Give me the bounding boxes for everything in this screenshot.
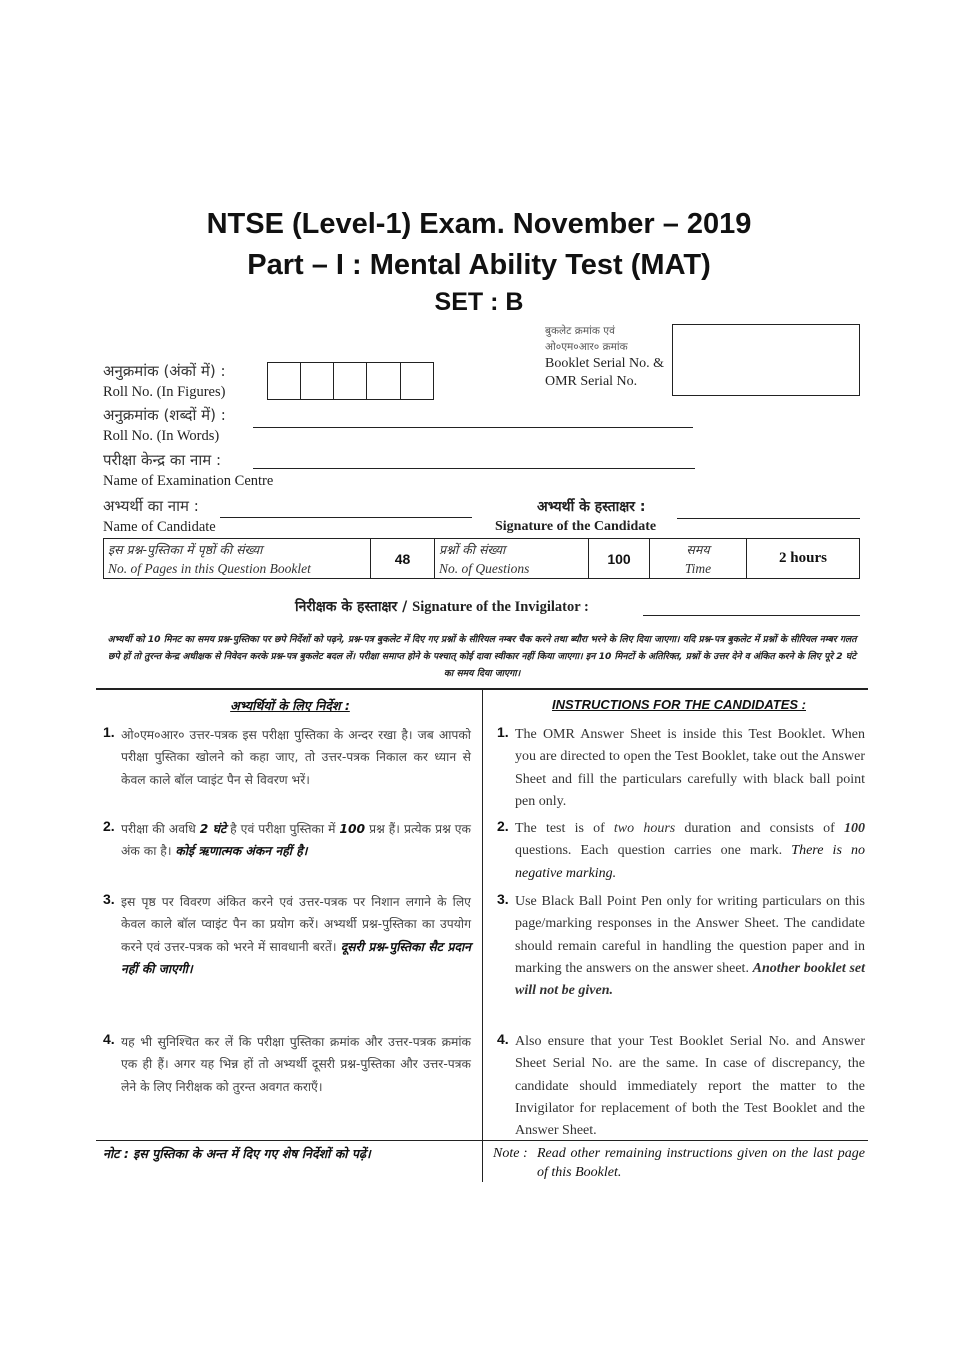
instruction-number: 1. [497,724,509,740]
note-hi: नोट : इस पुस्तिका के अन्त में दिए गए शेष निर्देशों को पढ़ें। [103,1146,371,1161]
roll-figures-boxes[interactable] [267,362,434,400]
invigilator-label-en: Signature of the Invigilator : [412,599,589,615]
instructions-heading-hi: अभ्यर्थियों के लिए निर्देश : [230,698,350,713]
instruction-text: परीक्षा की अवधि 2 घंटे है एवं परीक्षा पुस्तिका में 100 प्रश्न हैं। प्रत्येक प्रश्न एक अंक का है। कोई ऋणात्मक अंकन नहीं है। [121,822,471,859]
instruction-number: 4. [497,1031,509,1047]
set-label: SET : B [434,288,524,316]
exam-title: NTSE (Level-1) Exam. November – 2019 [206,208,752,240]
roll-figures-label-hi: अनुक्रमांक (अंकों में) : [103,362,226,380]
column-divider [482,690,483,1182]
pages-label-en: No. of Pages in this Question Booklet [108,560,311,576]
invigilator-label [295,597,589,616]
notes-divider [96,1140,868,1141]
note-en-label: Note : [493,1146,528,1161]
instruction-text: The test is of two hours duration and consists of 100 questions. Each question carries one mark. There is no negative marking. [515,821,866,881]
note-en [493,1144,865,1182]
roll-words-label-en: Roll No. (In Words) [103,428,220,444]
instruction-number: 2. [497,818,509,834]
instruction-text: Also ensure that your Test Booklet Serial No. and Answer Sheet Serial No. are the same. In case of discrepancy, the candidate should immediately report the matter to the Invigilator for replacement of both the Test Booklet and the Answer Sheet. [515,1034,865,1139]
signature-label-hi: अभ्यर्थी के हस्ताक्षर : [537,499,646,515]
instruction-en-3 [497,891,865,1002]
instruction-number: 4. [103,1031,115,1047]
instruction-hi-3 [103,891,471,980]
questions-label-en: No. of Questions [439,560,530,576]
time-value: 2 hours [747,539,860,579]
instruction-number: 1. [103,724,115,740]
instruction-hi-1 [103,724,471,791]
time-label-hi: समय [686,541,710,557]
instruction-hi-4 [103,1031,471,1098]
booklet-serial-en-1: Booklet Serial No. & [545,356,664,371]
roll-words-field[interactable] [253,427,693,428]
booklet-serial-box[interactable] [672,324,860,396]
questions-value: 100 [589,539,650,579]
instruction-text: ओ०एम०आर० उत्तर-पत्रक इस परीक्षा पुस्तिका के अन्दर रखा है। जब आपको परीक्षा पुस्तिका खोलने को कहा जाए, तो उत्तर-पत्रक निकाल कर ध्यान से केवल काले बॉल प्वाइंट पैन से विवरण भरें। [121,728,471,787]
note-en-text: Read other remaining instructions given on the last page of this Booklet. [537,1146,865,1180]
instruction-en-2 [497,818,865,885]
instruction-number: 3. [497,891,509,907]
candidate-name-field[interactable] [220,517,472,518]
time-label-en: Time [684,560,712,576]
instruction-en-4 [497,1031,865,1142]
signature-label-en: Signature of the Candidate [495,519,657,534]
instruction-text: इस पृष्ठ पर विवरण अंकित करने एवं उत्तर-पत्रक पर निशान लगाने के लिए केवल काले बॉल प्वाइंट पैन का प्रयोग करें। अभ्यर्थी प्रश्न-पुस्तिका का उपयोग करने एवं उत्तर-पत्रक को भरने में सावधानी बरतें। दूसरी प्रश्न-पुस्तिका सैट प्रदान नहीं की जाएगी। [121,895,471,976]
instruction-number: 2. [103,818,115,834]
centre-field[interactable] [253,468,695,469]
booklet-serial-en-2: OMR Serial No. [545,374,638,389]
roll-figures-label-en: Roll No. (In Figures) [103,384,226,400]
invigilator-signature-field[interactable] [643,615,860,616]
instruction-number: 3. [103,891,115,907]
instruction-hi-2 [103,818,471,863]
candidate-signature-field[interactable] [677,518,860,519]
instructions-heading-en: INSTRUCTIONS FOR THE CANDIDATES : [552,697,806,712]
roll-words-label-hi: अनुक्रमांक (शब्दों में) : [103,406,226,424]
booklet-info-table [103,538,860,579]
centre-label-hi: परीक्षा केन्द्र का नाम : [103,451,222,469]
time-notice: अभ्यर्थी को 10 मिनट का समय प्रश्न-पुस्तिका पर छपे निर्देशों को पढ़ने, प्रश्न-पत्र बुकलेट में दिए गए प्रश्नों के सीरियल नम्बर चैक करने तथा ब्यौरा भरने के लिए दिया जाएगा। यदि प्रश्न-पत्र बुकलेट में प्रश्नों के सीरियल नम्बर गलत छपे हों तो तुरन्त केन्द्र अधीक्षक से निवेदन करके प्रश्न-पत्र बुकलेट बदल लें। परीक्षा समाप्त होने के पश्चात् कोई दावा स्वीकार नहीं किया जाएगा। इन 10 मिनटों के अतिरिक्त, प्रश्नों के उत्तर देने व अंकित करने के लिए पूरे 2 घंटे का समय दिया जाएगा। [107,634,857,679]
booklet-serial-hi-2: ओ०एम०आर० क्रमांक [545,341,628,353]
booklet-serial-label [545,323,664,391]
exam-subtitle: Part – I : Mental Ability Test (MAT) [247,249,711,281]
pages-label-hi: इस प्रश्न-पुस्तिका में पृष्ठों की संख्या [108,541,263,557]
instruction-text: Use Black Ball Point Pen only for writing particulars on this page/marking responses in the Answer Sheet. The candidate should remain careful in handling the question paper and in marking the answers on the answer sheet. Another booklet set will not be given. [515,894,865,999]
questions-label-hi: प्रश्नों की संख्या [439,541,506,557]
invigilator-label-hi: निरीक्षक के हस्ताक्षर / [295,599,408,615]
instruction-text: The OMR Answer Sheet is inside this Test Booklet. When you are directed to open the Test Booklet, take out the Answer Sheet and fill the particulars carefully with black ball point pen only. [515,727,865,809]
candidate-label-hi: अभ्यर्थी का नाम : [103,497,199,515]
instruction-en-1 [497,724,865,813]
candidate-label-en: Name of Candidate [103,519,216,535]
centre-label-en: Name of Examination Centre [103,473,274,489]
instruction-text: यह भी सुनिश्चित कर लें कि परीक्षा पुस्तिका क्रमांक और उत्तर-पत्रक क्रमांक एक ही हैं। अगर यह भिन्न हों तो अभ्यर्थी दूसरी प्रश्न-पुस्तिका और उत्तर-पत्रक लेने के लिए निरीक्षक को तुरन्त अवगत कराएँ। [121,1035,471,1094]
pages-value: 48 [371,539,435,579]
booklet-serial-hi-1: बुकलेट क्रमांक एवं [545,325,615,337]
